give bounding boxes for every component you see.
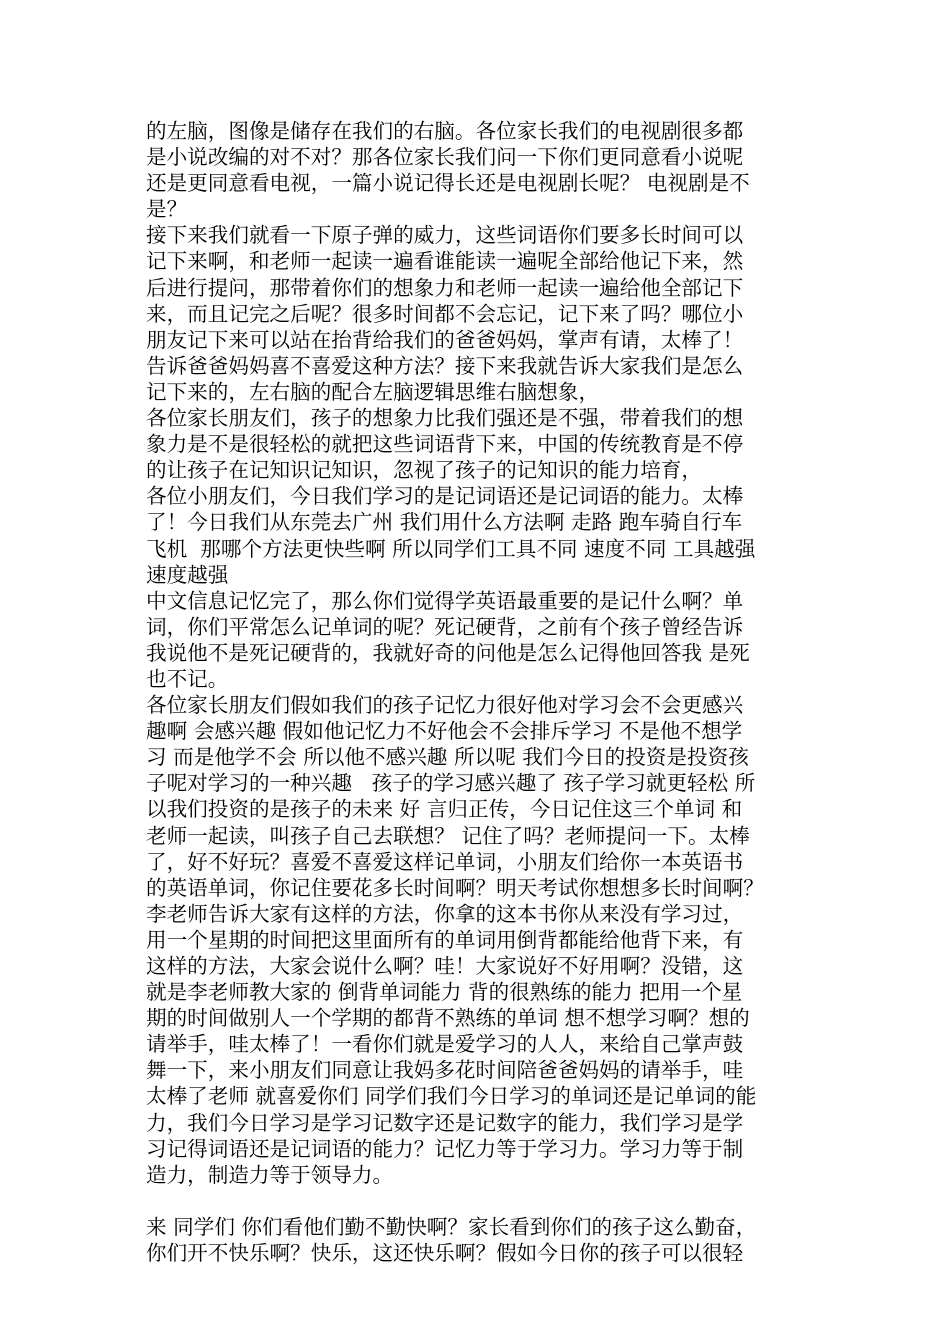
text-line: 朋友记下来可以站在抬背给我们的爸爸妈妈，掌声有请，太棒了！ (146, 327, 744, 352)
text-line: 习 而是他学不会 所以他不感兴趣 所以呢 我们今日的投资是投资孩 (146, 745, 749, 770)
text-line: 子呢对学习的一种兴趣 孩子的学习感兴趣了 孩子学习就更轻松 所 (146, 771, 756, 796)
text-line: 趣啊 会感兴趣 假如他记忆力不好他会不会排斥学习 不是他不想学 (146, 719, 743, 744)
text-line: 了，好不好玩？喜爱不喜爱这样记单词，小朋友们给你一本英语书 (146, 849, 744, 874)
text-line: 告诉爸爸妈妈喜不喜爱这种方法？接下来我就告诉大家我们是怎么 (146, 353, 744, 378)
text-line: 以我们投资的是孩子的未来 好 言归正传，今日记住这三个单词 和 (146, 797, 743, 822)
text-line: 来，而且记完之后呢？很多时间都不会忘记，记下来了吗？哪位小 (146, 301, 744, 326)
text-line: 还是更同意看电视，一篇小说记得长还是电视剧长呢？ 电视剧是不 (146, 171, 750, 196)
text-line: 的让孩子在记知识记知识，忽视了孩子的记知识的能力培育， (146, 458, 703, 483)
text-line: 是？ (146, 197, 188, 222)
text-line: 词，你们平常怎么记单词的呢？死记硬背，之前有个孩子曾经告诉 (146, 614, 744, 639)
text-line: 习记得词语还是记词语的能力？记忆力等于学习力。学习力等于制 (146, 1136, 744, 1161)
text-line: 期的时间做别人一个学期的都背不熟练的单词 想不想学习啊？想的 (146, 1006, 750, 1031)
text-line: 造力，制造力等于领导力。 (146, 1162, 394, 1187)
text-line: 老师一起读，叫孩子自己去联想？ 记住了吗？老师提问一下。太棒 (146, 823, 750, 848)
text-line: 各位家长朋友们，孩子的想象力比我们强还是不强，带着我们的想 (146, 406, 744, 431)
text-line: 中文信息记忆完了，那么你们觉得学英语最重要的是记什么啊？单 (146, 588, 744, 613)
text-line: 是小说改编的对不对？那各位家长我们问一下你们更同意看小说呢 (146, 145, 744, 170)
text-line: 我说他不是死记硬背的，我就好奇的问他是怎么记得他回答我 是死 (146, 640, 750, 665)
text-line: 速度越强 (146, 562, 229, 587)
text-line: 的英语单词，你记住要花多长时间啊？明天考试你想想多长时间啊？ (146, 875, 764, 900)
text-line: 接下来我们就看一下原子弹的威力，这些词语你们要多长时间可以 (146, 223, 744, 248)
text-line: 记下来啊，和老师一起读一遍看谁能读一遍呢全部给他记下来，然 (146, 249, 744, 274)
text-line: 用一个星期的时间把这里面所有的单词用倒背都能给他背下来，有 (146, 927, 744, 952)
text-line: 的左脑，图像是储存在我们的右脑。各位家长我们的电视剧很多都 (146, 119, 744, 143)
text-line: 来 同学们 你们看他们勤不勤快啊？家长看到你们的孩子这么勤奋， (146, 1214, 757, 1239)
text-line: 象力是不是很轻松的就把这些词语背下来，中国的传统教育是不停 (146, 432, 744, 457)
text-line: 各位小朋友们，今日我们学习的是记词语还是记词语的能力。太棒 (146, 484, 744, 509)
text-line: 记下来的，左右脑的配合左脑逻辑思维右脑想象， (146, 379, 600, 404)
document-body-text (146, 118, 810, 1266)
paragraph-gap (146, 1188, 810, 1214)
text-line: 请举手，哇太棒了！一看你们就是爱学习的人人，来给自己掌声鼓 (146, 1032, 744, 1057)
text-line: 就是李老师教大家的 倒背单词能力 背的很熟练的能力 把用一个星 (146, 980, 743, 1005)
text-line: 后进行提问，那带着你们的想象力和老师一起读一遍给他全部记下 (146, 275, 744, 300)
text-line: 你们开不快乐啊？快乐，这还快乐啊？假如今日你的孩子可以很轻 (146, 1241, 744, 1266)
text-line: 力，我们今日学习是学习记数字还是记数字的能力，我们学习是学 (146, 1110, 744, 1135)
text-line: 飞机 那哪个方法更快些啊 所以同学们工具不同 速度不同 工具越强 (146, 536, 756, 561)
text-line: 李老师告诉大家有这样的方法，你拿的这本书你从来没有学习过， (146, 901, 744, 926)
text-line: 各位家长朋友们假如我们的孩子记忆力很好他对学习会不会更感兴 (146, 693, 744, 718)
text-line: 这样的方法，大家会说什么啊？哇！大家说好不好用啊？没错，这 (146, 954, 744, 978)
text-line: 舞一下，来小朋友们同意让我妈多花时间陪爸爸妈妈的请举手，哇 (146, 1058, 744, 1083)
text-line: 了！今日我们从东莞去广州 我们用什么方法啊 走路 跑车骑自行车 (146, 510, 743, 535)
text-line: 太棒了老师 就喜爱你们 同学们我们今日学习的单词还是记单词的能 (146, 1084, 757, 1109)
text-line: 也不记。 (146, 666, 229, 691)
